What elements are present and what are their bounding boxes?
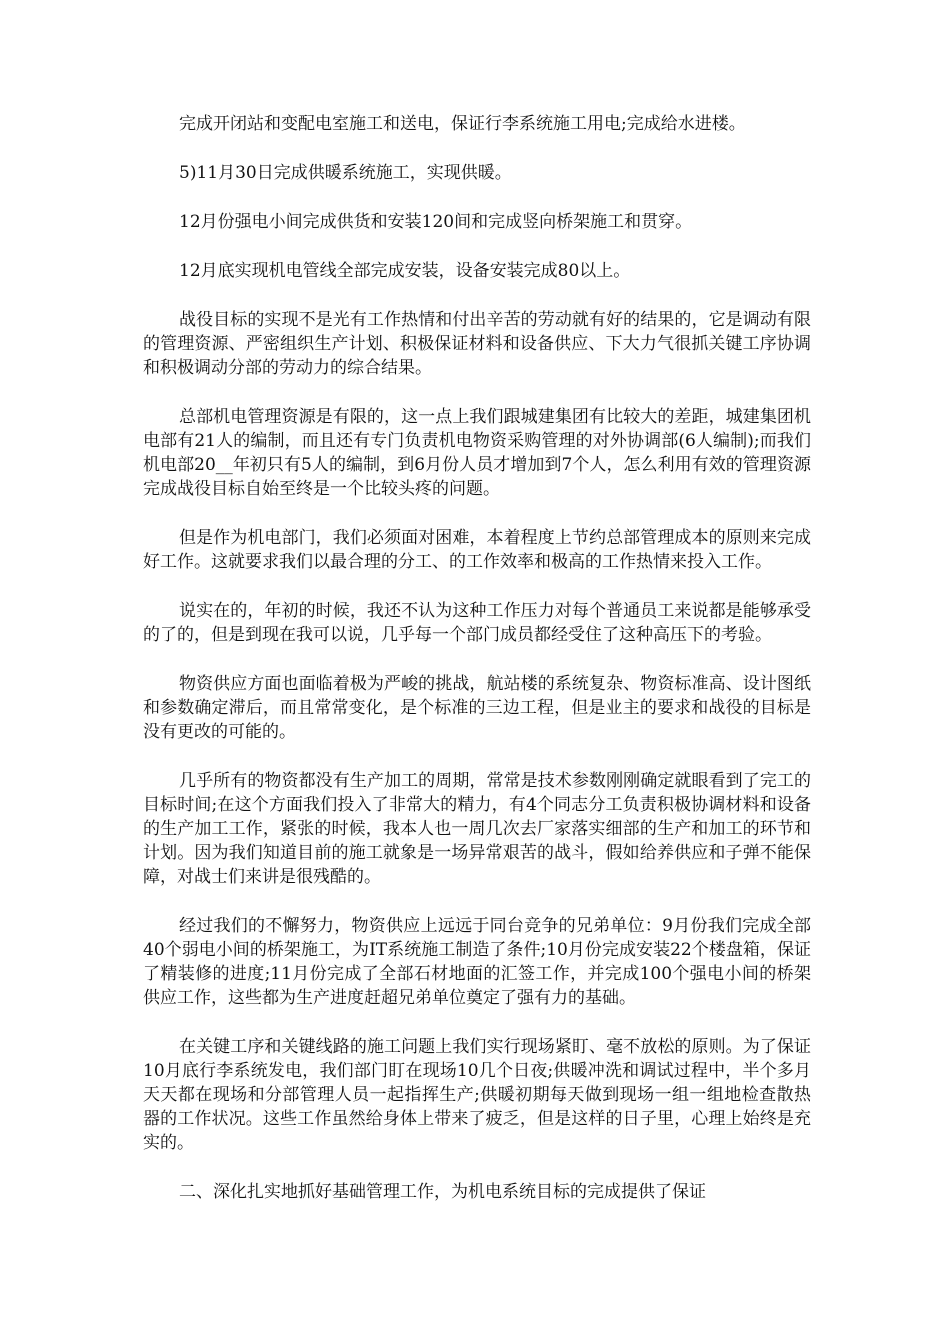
paragraph-9: 物资供应方面也面临着极为严峻的挑战，航站楼的系统复杂、物资标准高、设计图纸和参数确定滞后，而且常常变化，是个标准的三边工程，但是业主的要求和战役的目标是没有更改的可能的。	[143, 674, 811, 742]
paragraph-2: 5)11月30日完成供暖系统施工，实现供暖。	[179, 163, 512, 183]
document-body	[143, 112, 811, 1229]
paragraph-3: 12月份强电小间完成供货和安装120间和完成竖向桥架施工和贯穿。	[179, 212, 693, 232]
paragraph-11: 经过我们的不懈努力，物资供应上远远于同台竞争的兄弟单位：9月份我们完成全部40个弱电小间的桥架施工，为IT系统施工制造了条件;10月份完成安装22个楼盘箱，保证了精装修的进度;11月份完成了全部石材地面的汇签工作，并完成100个强电小间的桥架供应工作，这些都为生产进度赶超兄弟单位奠定了强有力的基础。	[143, 916, 811, 1008]
paragraph-12: 在关键工序和关键线路的施工问题上我们实行现场紧盯、毫不放松的原则。为了保证10月底行李系统发电，我们部门盯在现场10几个日夜;供暖冲洗和调试过程中，半个多月天天都在现场和分部管理人员一起指挥生产;供暖初期每天做到现场一组一组地检查散热器的工作状况。这些工作虽然给身体上带来了疲乏，但是这样的日子里，心理上始终是充实的。	[143, 1037, 811, 1153]
paragraph-10: 几乎所有的物资都没有生产加工的周期，常常是技术参数刚刚确定就眼看到了完工的目标时间;在这个方面我们投入了非常大的精力，有4个同志分工负责积极协调材料和设备的生产加工工作，紧张的时候，我本人也一周几次去厂家落实细部的生产和加工的环节和计划。因为我们知道目前的施工就象是一场异常艰苦的战斗，假如给养供应和子弹不能保障，对战士们来讲是很残酷的。	[143, 771, 811, 887]
paragraph-7: 但是作为机电部门，我们必须面对困难，本着程度上节约总部管理成本的原则来完成好工作。这就要求我们以最合理的分工、的工作效率和极高的工作热情来投入工作。	[143, 528, 811, 572]
section-heading: 二、深化扎实地抓好基础管理工作，为机电系统目标的完成提供了保证	[179, 1182, 706, 1202]
paragraph-8: 说实在的，年初的时候，我还不认为这种工作压力对每个普通员工来说都是能够承受的了的，但是到现在我可以说，几乎每一个部门成员都经受住了这种高压下的考验。	[143, 601, 811, 645]
paragraph-1: 完成开闭站和变配电室施工和送电，保证行李系统施工用电;完成给水进楼。	[179, 114, 746, 134]
paragraph-4: 12月底实现机电管线全部完成安装，设备安装完成80以上。	[179, 261, 631, 281]
paragraph-6: 总部机电管理资源是有限的，这一点上我们跟城建集团有比较大的差距，城建集团机电部有21人的编制，而且还有专门负责机电物资采购管理的对外协调部(6人编制);而我们机电部20__年初只有5人的编制，到6月份人员才增加到7个人，怎么利用有效的管理资源完成战役目标自始至终是一个比较头疼的问题。	[143, 407, 811, 499]
paragraph-5: 战役目标的实现不是光有工作热情和付出辛苦的劳动就有好的结果的，它是调动有限的管理资源、严密组织生产计划、积极保证材料和设备供应、下大力气很抓关键工序协调和积极调动分部的劳动力的综合结果。	[143, 310, 811, 378]
